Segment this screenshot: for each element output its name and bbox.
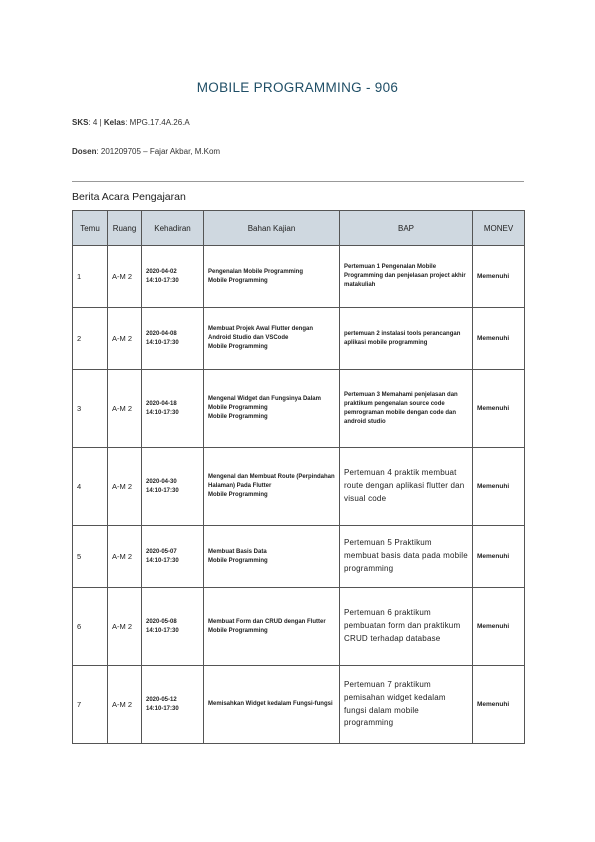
cell-bap: Pertemuan 4 praktik membuat route dengan aplikasi flutter dan visual code xyxy=(340,448,473,526)
cell-monev: Memenuhi xyxy=(473,308,525,370)
cell-monev: Memenuhi xyxy=(473,448,525,526)
cell-bahan-kajian xyxy=(204,448,340,526)
cell-bap: pertemuan 2 instalasi tools perancangan aplikasi mobile programming xyxy=(340,308,473,370)
cell-topic: Membuat Projek Awal Flutter dengan Android Studio dan VSCode xyxy=(208,326,314,341)
sks-label: SKS xyxy=(72,118,89,127)
cell-bahan-kajian xyxy=(204,588,340,666)
header-kehadiran: Kehadiran xyxy=(142,211,204,246)
table-row xyxy=(73,666,525,744)
cell-bap: Pertemuan 5 Praktikum membuat basis data pada mobile programming xyxy=(340,526,473,588)
cell-temu: 1 xyxy=(73,246,108,308)
dosen-value: : 201209705 – Fajar Akbar, M.Kom xyxy=(96,147,221,156)
cell-monev: Memenuhi xyxy=(473,370,525,448)
cell-ruang: A-M 2 xyxy=(108,448,142,526)
cell-category: Mobile Programming xyxy=(208,277,268,284)
table-row xyxy=(73,588,525,666)
cell-temu: 3 xyxy=(73,370,108,448)
cell-time: 14:10-17:30 xyxy=(146,339,179,346)
cell-kehadiran xyxy=(142,448,204,526)
cell-category: Mobile Programming xyxy=(208,414,268,420)
cell-monev: Memenuhi xyxy=(473,246,525,308)
cell-ruang: A-M 2 xyxy=(108,246,142,308)
cell-temu: 6 xyxy=(73,588,108,666)
cell-ruang: A-M 2 xyxy=(108,588,142,666)
kelas-label: Kelas xyxy=(103,118,126,127)
cell-kehadiran xyxy=(142,370,204,448)
table-row xyxy=(73,448,525,526)
cell-topic: Memisahkan Widget kedalam Fungsi-fungsi xyxy=(208,701,333,707)
dosen-label: Dosen xyxy=(72,147,97,156)
header-temu: Temu xyxy=(73,211,108,246)
cell-topic: Membuat Form dan CRUD dengan Flutter xyxy=(208,618,326,625)
cell-topic: Mengenal dan Membuat Route (Perpindahan Halaman) Pada Flutter xyxy=(208,474,335,489)
sks-value: : 4 | xyxy=(88,118,104,127)
header-bap: BAP xyxy=(340,211,473,246)
cell-time: 14:10-17:30 xyxy=(146,277,179,284)
header-monev: MONEV xyxy=(473,211,525,246)
table-row xyxy=(73,370,525,448)
page-title: MOBILE PROGRAMMING - 906 xyxy=(196,80,399,95)
cell-category: Mobile Programming xyxy=(208,627,268,634)
cell-bahan-kajian xyxy=(204,526,340,588)
cell-bahan-kajian xyxy=(204,246,340,308)
cell-time: 14:10-17:30 xyxy=(146,487,179,494)
cell-date: 2020-05-12 xyxy=(146,696,177,703)
cell-bahan-kajian xyxy=(204,370,340,448)
cell-bap: Pertemuan 7 praktikum pemisahan widget kedalam fungsi dalam mobile programming xyxy=(340,666,473,744)
cell-date: 2020-04-08 xyxy=(146,330,177,337)
cell-ruang: A-M 2 xyxy=(108,526,142,588)
header-bahan-kajian: Bahan Kajian xyxy=(204,211,340,246)
cell-bahan-kajian xyxy=(204,666,340,744)
cell-category: Mobile Programming xyxy=(208,492,268,498)
cell-ruang: A-M 2 xyxy=(108,308,142,370)
table-header-row xyxy=(73,211,525,246)
cell-date: 2020-04-18 xyxy=(146,400,177,407)
cell-kehadiran xyxy=(142,526,204,588)
cell-temu: 5 xyxy=(73,526,108,588)
bap-table xyxy=(72,210,525,744)
cell-monev: Memenuhi xyxy=(473,526,525,588)
cell-category: Mobile Programming xyxy=(208,344,268,350)
section-title: Berita Acara Pengajaran xyxy=(72,191,186,203)
cell-category: Mobile Programming xyxy=(208,557,268,564)
cell-kehadiran xyxy=(142,308,204,370)
cell-topic: Membuat Basis Data xyxy=(208,548,267,555)
cell-date: 2020-05-07 xyxy=(146,548,177,555)
cell-monev: Memenuhi xyxy=(473,588,525,666)
table-row xyxy=(73,526,525,588)
cell-ruang: A-M 2 xyxy=(108,666,142,744)
cell-kehadiran xyxy=(142,666,204,744)
cell-bap: Pertemuan 1 Pengenalan Mobile Programming dan penjelasan project akhir matakuliah xyxy=(340,246,473,308)
cell-temu: 2 xyxy=(73,308,108,370)
table-row xyxy=(73,246,525,308)
cell-temu: 7 xyxy=(73,666,108,744)
cell-bap: Pertemuan 6 praktikum pembuatan form dan praktikum CRUD terhadap database xyxy=(340,588,473,666)
cell-monev: Memenuhi xyxy=(473,666,525,744)
table-row xyxy=(73,308,525,370)
header-ruang: Ruang xyxy=(108,211,142,246)
cell-bap: Pertemuan 3 Memahami penjelasan dan praktikum pengenalan source code pemrograman mobile dengan code dan android studio xyxy=(340,370,473,448)
cell-date: 2020-04-30 xyxy=(146,478,177,485)
cell-time: 14:10-17:30 xyxy=(146,627,179,634)
course-meta xyxy=(72,118,190,127)
cell-time: 14:10-17:30 xyxy=(146,409,179,416)
cell-bahan-kajian xyxy=(204,308,340,370)
cell-time: 14:10-17:30 xyxy=(146,557,179,564)
lecturer-meta xyxy=(72,147,220,156)
cell-ruang: A-M 2 xyxy=(108,370,142,448)
cell-date: 2020-04-02 xyxy=(146,268,177,275)
cell-kehadiran xyxy=(142,246,204,308)
kelas-value: : MPG.17.4A.26.A xyxy=(125,118,190,127)
divider xyxy=(72,181,524,182)
cell-kehadiran xyxy=(142,588,204,666)
cell-topic: Pengenalan Mobile Programming xyxy=(208,268,304,275)
cell-topic: Mengenal Widget dan Fungsinya Dalam Mobile Programming xyxy=(208,396,321,411)
cell-date: 2020-05-08 xyxy=(146,618,177,625)
cell-time: 14:10-17:30 xyxy=(146,705,179,712)
cell-temu: 4 xyxy=(73,448,108,526)
